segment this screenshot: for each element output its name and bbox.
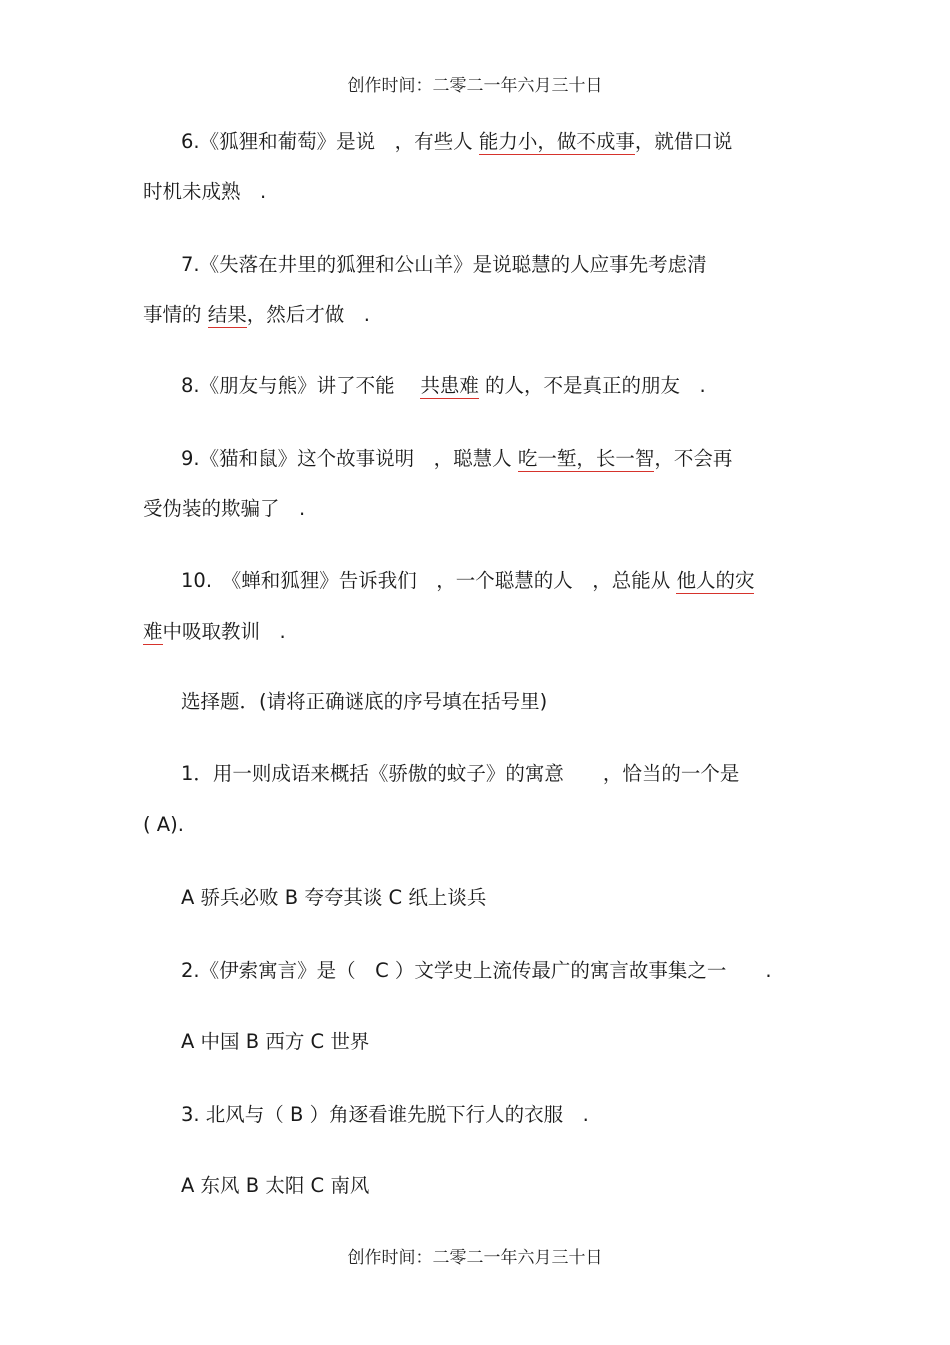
text-segment: A 东风 B 太阳 C 南风 [181, 1174, 370, 1197]
answer-underlined: 难 [143, 620, 163, 643]
text-segment: 10. 《蝉和狐狸》告诉我们 ，一个聪慧的人 ，总能从 [181, 569, 677, 592]
text-segment: 事情的 [143, 303, 208, 326]
answer-underlined: 他人的灾 [676, 569, 755, 592]
text-line [181, 1173, 369, 1199]
text-line [181, 129, 732, 155]
text-segment: 6.《狐狸和葡萄》是说 ，有些人 [181, 130, 479, 153]
text-segment: 8.《朋友与熊》讲了不能 [181, 374, 421, 397]
text-line [181, 446, 732, 472]
text-segment: 受伪装的欺骗了 . [143, 497, 306, 520]
answer-underlined: 能力小，做不成事 [478, 130, 635, 153]
text-segment: 1．用一则成语来概括《骄傲的蚊子》的寓意 ，恰当的一个是 [181, 762, 740, 785]
text-line [181, 761, 739, 787]
text-segment: 时机未成熟 . [143, 180, 267, 203]
text-segment: 7.《失落在井里的狐狸和公山羊》是说聪慧的人应事先考虑清 [181, 253, 707, 276]
answer-underlined: 吃一堑，长一智 [517, 447, 655, 470]
text-segment: ( A). [143, 813, 184, 836]
text-line [181, 885, 486, 911]
text-line [143, 302, 370, 328]
text-line [143, 619, 286, 645]
text-segment: 2.《伊索寓言》是（ C ）文学史上流传最广的寓言故事集之一 . [181, 959, 772, 982]
text-line [181, 568, 754, 594]
text-segment: 9.《猫和鼠》这个故事说明 ，聪慧人 [181, 447, 518, 470]
text-line [143, 179, 266, 205]
text-line [143, 496, 305, 522]
answer-underlined: 共患难 [420, 374, 479, 397]
text-line [181, 1029, 369, 1055]
text-segment: A 中国 B 西方 C 世界 [181, 1030, 370, 1053]
text-line [143, 812, 184, 838]
text-line [181, 1102, 589, 1128]
text-segment: A 骄兵必败 B 夸夸其谈 C 纸上谈兵 [181, 886, 487, 909]
text-line [181, 958, 772, 984]
text-line [181, 373, 706, 399]
answer-underlined: 结果 [207, 303, 247, 326]
page-footer: 创作时间：二零二一年六月三十日 [347, 1248, 603, 1268]
text-line [181, 689, 547, 715]
text-segment: ，就借口说 [634, 130, 733, 153]
text-segment: 3. 北风与（ B ）角逐看谁先脱下行人的衣服 . [181, 1103, 589, 1126]
text-segment: ，然后才做 . [246, 303, 370, 326]
text-line [181, 252, 707, 278]
page-header: 创作时间：二零二一年六月三十日 [347, 76, 603, 96]
text-segment: 选择题．(请将正确谜底的序号填在括号里) [181, 690, 548, 713]
text-segment: 的人，不是真正的朋友 . [478, 374, 706, 397]
text-segment: 中吸取教训 . [162, 620, 286, 643]
text-segment: ，不会再 [654, 447, 733, 470]
